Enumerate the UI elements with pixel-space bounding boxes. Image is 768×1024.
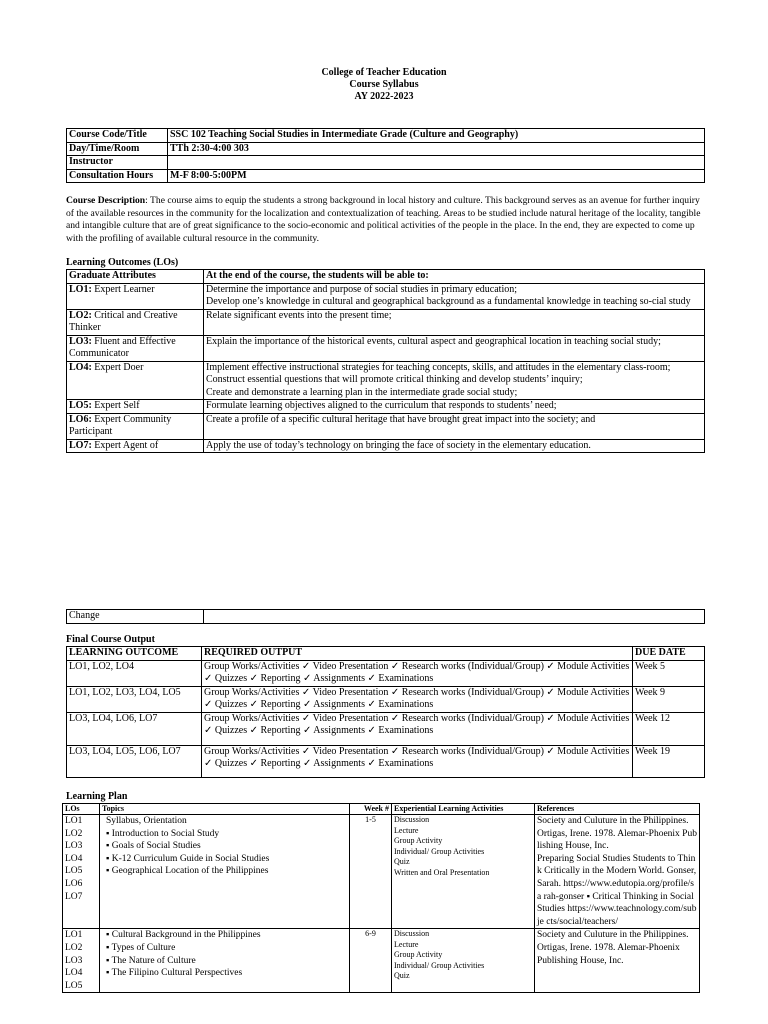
lo-desc: Relate significant events into the present time;	[204, 309, 705, 335]
instructor-label: Instructor	[67, 156, 168, 170]
lo-code: LO3:	[69, 335, 92, 347]
table-row	[67, 129, 705, 143]
continuation-cell: Change	[67, 610, 204, 624]
lo-attr: Fluent and Effective Communicator	[69, 335, 176, 359]
learning-plan-table	[62, 803, 700, 993]
table-row	[67, 647, 705, 661]
course-info-table	[66, 128, 705, 183]
lo-desc: Formulate learning objectives aligned to the curriculum that responds to students’ need;	[204, 400, 705, 414]
learning-plan-title: Learning Plan	[66, 791, 128, 802]
output-due: Week 5	[633, 660, 705, 686]
table-row	[67, 745, 705, 777]
final-output-title: Final Course Output	[66, 634, 155, 645]
output-lo: LO3, LO4, LO5, LO6, LO7	[67, 745, 202, 777]
table-row	[67, 270, 705, 284]
learning-outcome-header: LEARNING OUTCOME	[67, 647, 202, 661]
table-row	[67, 335, 705, 361]
final-output-table	[66, 646, 705, 778]
table-row	[67, 309, 705, 335]
table-row	[67, 686, 705, 712]
graduate-attributes-header: Graduate Attributes	[67, 270, 204, 284]
table-row	[67, 361, 705, 400]
lo-desc: Implement effective instructional strategies for teaching concepts, skills, and attitudes in the elementary class-room; Construct essential questions that will promote critical thinking and develop students’ inquiry; Create and demonstrate a learning plan in the intermediate grade social study;	[204, 361, 705, 400]
lo-attribute	[67, 335, 204, 361]
lo-attribute	[67, 400, 204, 414]
table-row	[67, 400, 705, 414]
table-row	[67, 142, 705, 156]
week-header: Week #	[350, 804, 392, 815]
plan-week: 1-5	[350, 815, 392, 929]
continuation-empty	[204, 610, 705, 624]
lo-desc: Explain the importance of the historical events, cultural aspect and geographical location in teaching social study;	[204, 335, 705, 361]
plan-references: Society and Culuture in the Philippines. Ortigas, Irene. 1978. Alemar-Phoenix Publishing House, Inc.	[535, 929, 700, 993]
lo-attr: Expert Self	[91, 400, 140, 411]
due-date-header: DUE DATE	[633, 647, 705, 661]
college-name: College of Teacher Education	[321, 67, 447, 78]
plan-activities: Discussion Lecture Group Activity Individual/ Group Activities Quiz Written and Oral Presentation	[392, 815, 535, 929]
required-output-header: REQUIRED OUTPUT	[202, 647, 633, 661]
output-due: Week 12	[633, 712, 705, 745]
plan-topics: ▪ Cultural Background in the Philippines ▪ Types of Culture ▪ The Nature of Culture ▪ The Filipino Cultural Perspectives	[100, 929, 350, 993]
los-header: LOs	[63, 804, 100, 815]
table-row	[67, 169, 705, 183]
lo-attr: Expert Agent of	[91, 439, 159, 451]
instructor-value	[168, 156, 705, 170]
document-header	[0, 67, 768, 103]
plan-los: LO1 LO2 LO3 LO4 LO5	[63, 929, 100, 993]
plan-activities: Discussion Lecture Group Activity Individual/ Group Activities Quiz	[392, 929, 535, 993]
learning-outcomes-continuation	[66, 609, 705, 624]
lo-code: LO7:	[69, 439, 92, 451]
output-due: Week 19	[633, 745, 705, 777]
table-row	[67, 156, 705, 170]
lo-attribute	[67, 361, 204, 400]
course-code-label: Course Code/Title	[67, 129, 168, 143]
lo-desc: Determine the importance and purpose of social studies in primary education; Develop one’s knowledge in cultural and geographical background as a fundamental knowledge in teaching so-cial study	[204, 283, 705, 309]
table-row	[63, 815, 700, 929]
lo-attr: Critical and Creative Thinker	[69, 309, 178, 333]
lo-code: LO4:	[69, 361, 92, 373]
day-time-label: Day/Time/Room	[67, 142, 168, 156]
learning-outcomes-table	[66, 269, 705, 453]
academic-year: AY 2022-2023	[354, 91, 414, 102]
table-row	[67, 413, 705, 439]
lo-attribute	[67, 439, 204, 453]
lo-code: LO6:	[69, 413, 92, 425]
lo-attribute	[67, 309, 204, 335]
course-code-value: SSC 102 Teaching Social Studies in Intermediate Grade (Culture and Geography)	[168, 129, 705, 143]
plan-week: 6-9	[350, 929, 392, 993]
output-due: Week 9	[633, 686, 705, 712]
lo-attr: Expert Learner	[91, 283, 155, 295]
output-required: Group Works/Activities ✓ Video Presentation ✓ Research works (Individual/Group) ✓ Module Activities ✓ Quizzes ✓ Reporting ✓ Assignments ✓ Examinations	[202, 712, 633, 745]
output-lo: LO3, LO4, LO6, LO7	[67, 712, 202, 745]
table-row	[67, 610, 705, 624]
plan-references: Society and Culuture in the Philippines. Ortigas, Irene. 1978. Alemar-Phoenix Publishing House, Inc. Preparing Social Studies Students to Think Critically in the Modern World. Gonser, Sarah. https://www.edutopia.org/profile/sa rah-gonser ▪ Critical Thinking in Social Studies https://www.teachnology.com/subje cts/social/teachers/	[535, 815, 700, 929]
output-required: Group Works/Activities ✓ Video Presentation ✓ Research works (Individual/Group) ✓ Module Activities ✓ Quizzes ✓ Reporting ✓ Assignments ✓ Examinations	[202, 745, 633, 777]
table-row	[63, 804, 700, 815]
consultation-label: Consultation Hours	[67, 169, 168, 183]
output-lo: LO1, LO2, LO4	[67, 660, 202, 686]
table-row	[67, 283, 705, 309]
lo-code: LO1:	[69, 283, 92, 295]
table-row	[67, 712, 705, 745]
lo-code: LO2:	[69, 309, 92, 321]
table-row	[67, 660, 705, 686]
references-header: References	[535, 804, 700, 815]
lo-attribute	[67, 283, 204, 309]
table-row	[63, 929, 700, 993]
course-description-text: : The course aims to equip the students a strong background in local history and culture. This background serves as an avenue for further inquiry of the available resources in the community for the localization and contextualization of teaching. Areas to be studied include natural heritage of the locality, tangible and intangible culture that are of great significance to the socio-economic and political activities of the people in the place. In the end, they are expected to come up with the profiling of available cultural resource in the community.	[66, 195, 701, 244]
course-description	[66, 195, 706, 245]
learning-outcomes-title: Learning Outcomes (LOs)	[66, 257, 179, 268]
output-required: Group Works/Activities ✓ Video Presentation ✓ Research works (Individual/Group) ✓ Module Activities ✓ Quizzes ✓ Reporting ✓ Assignments ✓ Examinations	[202, 660, 633, 686]
course-description-label: Course Description	[66, 195, 146, 206]
day-time-value: TTh 2:30-4:00 303	[168, 142, 705, 156]
lo-attribute	[67, 413, 204, 439]
lo-code: LO5:	[69, 400, 92, 411]
lo-attr: Expert Community Participant	[69, 413, 172, 437]
output-lo: LO1, LO2, LO3, LO4, LO5	[67, 686, 202, 712]
table-row	[67, 439, 705, 453]
lo-desc: Create a profile of a specific cultural heritage that have brought great impact into the society; and	[204, 413, 705, 439]
topics-header: Topics	[100, 804, 350, 815]
plan-topics: Syllabus, Orientation ▪ Introduction to Social Study ▪ Goals of Social Studies ▪ K-12 Curriculum Guide in Social Studies ▪ Geographical Location of the Philippines	[100, 815, 350, 929]
output-required: Group Works/Activities ✓ Video Presentation ✓ Research works (Individual/Group) ✓ Module Activities ✓ Quizzes ✓ Reporting ✓ Assignments ✓ Examinations	[202, 686, 633, 712]
lo-attr: Expert Doer	[91, 361, 144, 373]
consultation-value: M-F 8:00-5:00PM	[168, 169, 705, 183]
activities-header: Experiential Learning Activities	[392, 804, 535, 815]
lo-desc: Apply the use of today’s technology on bringing the face of society in the elementary education.	[204, 439, 705, 453]
outcomes-header: At the end of the course, the students will be able to:	[204, 270, 705, 284]
plan-los: LO1 LO2 LO3 LO4 LO5 LO6 LO7	[63, 815, 100, 929]
document-type: Course Syllabus	[349, 79, 419, 90]
